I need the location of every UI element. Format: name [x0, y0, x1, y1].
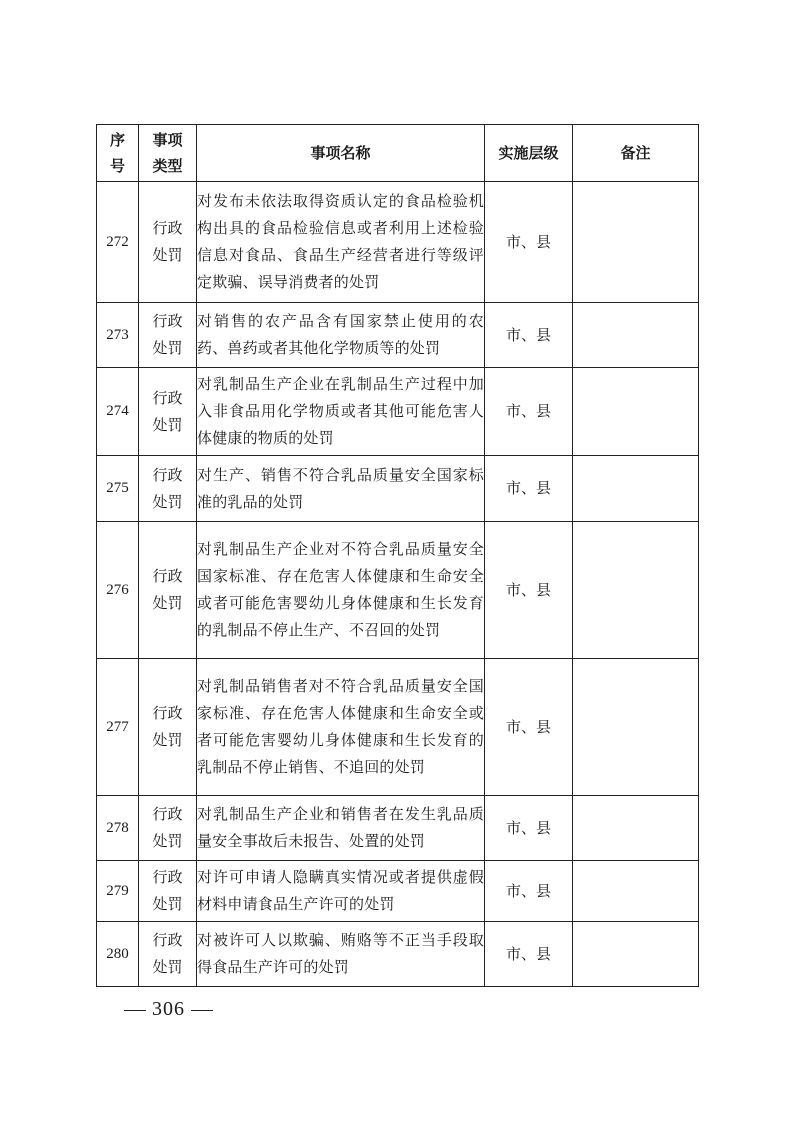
row-level: 市、县: [485, 456, 573, 522]
row-level: 市、县: [485, 368, 573, 456]
row-name: 对乳制品生产企业在乳制品生产过程中加入非食品用化学物质或者其他可能危害人体健康的物质的处罚: [197, 368, 485, 456]
header-type: [139, 125, 197, 182]
row-type: [139, 659, 197, 796]
row-type-line-1: 行政: [152, 567, 183, 585]
row-type-line-2: 处罚: [152, 958, 183, 976]
row-level: 市、县: [485, 861, 573, 922]
row-type-line-1: 行政: [152, 312, 183, 330]
row-name: 对乳制品销售者对不符合乳品质量安全国家标准、存在危害人体健康和生命安全或者可能危害婴幼儿身体健康和生长发育的乳制品不停止销售、不追回的处罚: [197, 659, 485, 796]
table-row: [97, 922, 699, 987]
header-no-line-1: 序: [109, 131, 125, 149]
row-type-line-1: 行政: [152, 388, 183, 407]
row-type-line-1: 行政: [152, 931, 183, 949]
row-no: 272: [97, 182, 139, 303]
table-row: [97, 796, 699, 861]
row-no: 276: [97, 522, 139, 659]
row-type: [139, 522, 197, 659]
row-type: [139, 922, 197, 987]
table-row: [97, 861, 699, 922]
row-name: 对销售的农产品含有国家禁止使用的农药、兽药或者其他化学物质等的处罚: [197, 303, 485, 368]
row-type: [139, 368, 197, 456]
row-note: [573, 659, 699, 796]
items-table: [96, 124, 699, 987]
row-type-line-2: 处罚: [152, 895, 183, 913]
row-level: 市、县: [485, 182, 573, 303]
row-type-line-2: 处罚: [152, 594, 183, 612]
row-name: 对被许可人以欺骗、贿赂等不正当手段取得食品生产许可的处罚: [197, 922, 485, 987]
row-note: [573, 922, 699, 987]
row-note: [573, 456, 699, 522]
row-type-line-1: 行政: [152, 868, 183, 886]
header-level: 实施层级: [485, 125, 573, 182]
row-type-line-1: 行政: [152, 219, 183, 237]
page-number-text: 306: [152, 998, 185, 1020]
header-name: 事项名称: [197, 125, 485, 182]
row-name: 对生产、销售不符合乳品质量安全国家标准的乳品的处罚: [197, 456, 485, 522]
row-no: 277: [97, 659, 139, 796]
row-type-line-2: 处罚: [152, 731, 183, 749]
table-header-row: [97, 125, 699, 182]
row-type: [139, 796, 197, 861]
table-row: [97, 659, 699, 796]
row-name: 对乳制品生产企业和销售者在发生乳品质量安全事故后未报告、处置的处罚: [197, 796, 485, 861]
row-type: [139, 182, 197, 303]
row-level: 市、县: [485, 659, 573, 796]
row-note: [573, 182, 699, 303]
row-type-line-1: 行政: [152, 704, 183, 722]
header-type-line-2: 类型: [152, 157, 183, 175]
row-name: 对发布未依法取得资质认定的食品检验机构出具的食品检验信息或者利用上述检验信息对食品、食品生产经营者进行等级评定欺骗、误导消费者的处罚: [197, 182, 485, 303]
row-level: 市、县: [485, 922, 573, 987]
row-type-line-2: 处罚: [152, 832, 183, 850]
row-note: [573, 303, 699, 368]
row-level: 市、县: [485, 522, 573, 659]
page-dash-right: [191, 1010, 213, 1011]
row-no: 275: [97, 456, 139, 522]
table-row: [97, 182, 699, 303]
row-no: 279: [97, 861, 139, 922]
table-row: [97, 456, 699, 522]
row-level: 市、县: [485, 303, 573, 368]
table-row: [97, 368, 699, 456]
page-number: [118, 998, 219, 1021]
row-type: [139, 456, 197, 522]
page-dash-left: [124, 1010, 146, 1011]
row-name: 对乳制品生产企业对不符合乳品质量安全国家标准、存在危害人体健康和生命安全或者可能危害婴幼儿身体健康和生长发育的乳制品不停止生产、不召回的处罚: [197, 522, 485, 659]
row-type-line-1: 行政: [152, 805, 183, 823]
row-no: 278: [97, 796, 139, 861]
row-no: 274: [97, 368, 139, 456]
row-type-line-2: 处罚: [152, 339, 183, 357]
row-note: [573, 796, 699, 861]
row-note: [573, 522, 699, 659]
header-type-line-1: 事项: [152, 131, 183, 149]
table-row: [97, 303, 699, 368]
row-level: 市、县: [485, 796, 573, 861]
table-row: [97, 522, 699, 659]
row-note: [573, 861, 699, 922]
row-type-line-2: 处罚: [152, 415, 183, 434]
row-name: 对许可申请人隐瞒真实情况或者提供虚假材料申请食品生产许可的处罚: [197, 861, 485, 922]
row-no: 273: [97, 303, 139, 368]
header-no: [97, 125, 139, 182]
row-type-line-2: 处罚: [152, 492, 183, 511]
row-note: [573, 368, 699, 456]
row-type: [139, 303, 197, 368]
row-type-line-2: 处罚: [152, 246, 183, 264]
row-type: [139, 861, 197, 922]
header-note: 备注: [573, 125, 699, 182]
header-no-line-2: 号: [109, 157, 125, 175]
row-no: 280: [97, 922, 139, 987]
row-type-line-1: 行政: [152, 465, 183, 484]
